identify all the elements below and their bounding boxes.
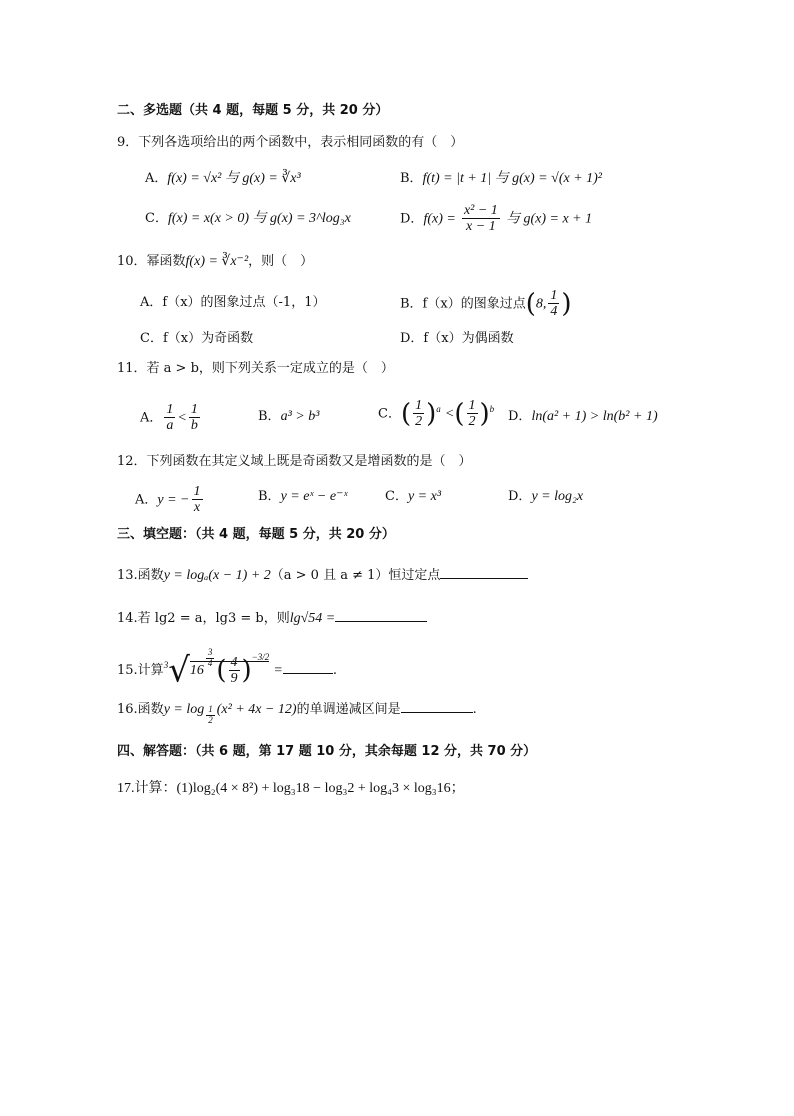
q10-option-c: C．f（x）为奇函数 — [140, 331, 254, 346]
q10-stem-expr: f(x) = ∛x⁻² — [185, 254, 249, 269]
q9-option-b: B．f(t) = |t + 1| 与 g(x) = √(x + 1)² — [400, 171, 602, 186]
q10-option-a: A．f（x）的图象过点（-1，1） — [140, 295, 326, 310]
q9-option-d: D．f(x) = $\frac{\text{x² − 1}}{x - 1}$ 与 g(x) = x + 1 — [400, 203, 593, 235]
section-heading-multiple-choice: 二、多选题（共 4 题，每题 5 分，共 20 分） — [117, 103, 389, 118]
q11-option-b: B．a³ > b³ — [258, 409, 320, 424]
q12-option-d: D．y = log₂x — [508, 489, 584, 504]
q12-option-b: B．y = eˣ − e⁻ˣ — [258, 489, 348, 504]
question-11-stem: 11．若 a > b，则下列关系一定成立的是（ ） — [117, 361, 394, 376]
q15-answer-blank[interactable] — [283, 661, 333, 674]
question-14: 14.若 lg2 = a，lg3 = b，则lg√54 = — [117, 609, 427, 626]
q10-option-b-fraction: $\frac{1}{4}$ — [550, 288, 558, 320]
q11-option-d: D．ln(a² + 1) > ln(b² + 1) — [508, 409, 658, 424]
question-12-stem: 12．下列函数在其定义域上既是奇函数又是增函数的是（ ） — [117, 454, 472, 469]
q16-answer-blank[interactable] — [401, 700, 473, 713]
q9-option-c: C．f(x) = x(x > 0) 与 g(x) = 3^log₃x — [145, 211, 351, 226]
section-heading-fill-in: 三、填空题：（共 4 题，每题 5 分，共 20 分） — [117, 527, 395, 542]
q11-option-c: C．( $\frac{1}{2}$ )$^a$ <( $\frac{1}{2}$ )$^b$ — [378, 398, 495, 430]
q10-option-d: D．f（x）为偶函数 — [400, 331, 514, 346]
question-9-stem: 9．下列各选项给出的两个函数中，表示相同函数的有（ ） — [117, 135, 464, 150]
q15-radicand: 16 $\frac{3}{4}$ ( $\frac{4}{9}$ )$^{-3/2}$ — [189, 647, 270, 686]
q12-option-a: A．y = − $\frac{1}{x}$ — [135, 484, 201, 516]
q9-option-c-expr: f(x) = x(x > 0) 与 g(x) = 3^log₃x — [167, 211, 351, 226]
question-15: 15.计算$^3$√16 $\frac{3}{4}$ ( $\frac{4}{9}$ )$^{-3/2}$ = . — [117, 647, 337, 691]
q12-option-c: C．y = x³ — [385, 489, 442, 504]
q10-option-b: B．f（x）的图象过点(8, $\frac{1}{4}$ ) — [400, 288, 572, 320]
q14-answer-blank[interactable] — [335, 609, 427, 622]
q9-option-d-fraction: $\frac{\text{x² − 1}}{x - 1}$ — [463, 203, 498, 235]
q9-option-a-expr: f(x) = √x² 与 g(x) = ∛x³ — [167, 171, 301, 186]
section-heading-solutions: 四、解答题：（共 6 题，第 17 题 10 分，其余每题 12 分，共 70 分） — [117, 744, 537, 759]
question-16: 16.函数y = log $\frac{1}{2}$ (x² + 4x − 12)的单调递减区间是 . — [117, 702, 477, 725]
question-13: 13.函数y = logₐ(x − 1) + 2（a > 0 且 a ≠ 1）恒过定点 — [117, 566, 528, 583]
q13-answer-blank[interactable] — [440, 566, 528, 579]
q9-option-b-expr: f(t) = |t + 1| 与 g(x) = √(x + 1)² — [422, 171, 602, 186]
q11-option-a: A． $\frac{1}{a}$ < $\frac{1}{b}$ — [140, 402, 198, 434]
question-17: 17.计算：(1)log₂(4 × 8²) + log₃18 − log₃2 + log₄3 × log₃16； — [117, 781, 465, 796]
question-10-stem: 10．幂函数f(x) = ∛x⁻²，则（ ） — [117, 254, 314, 269]
q9-option-a: A．f(x) = √x² 与 g(x) = ∛x³ — [145, 171, 301, 186]
